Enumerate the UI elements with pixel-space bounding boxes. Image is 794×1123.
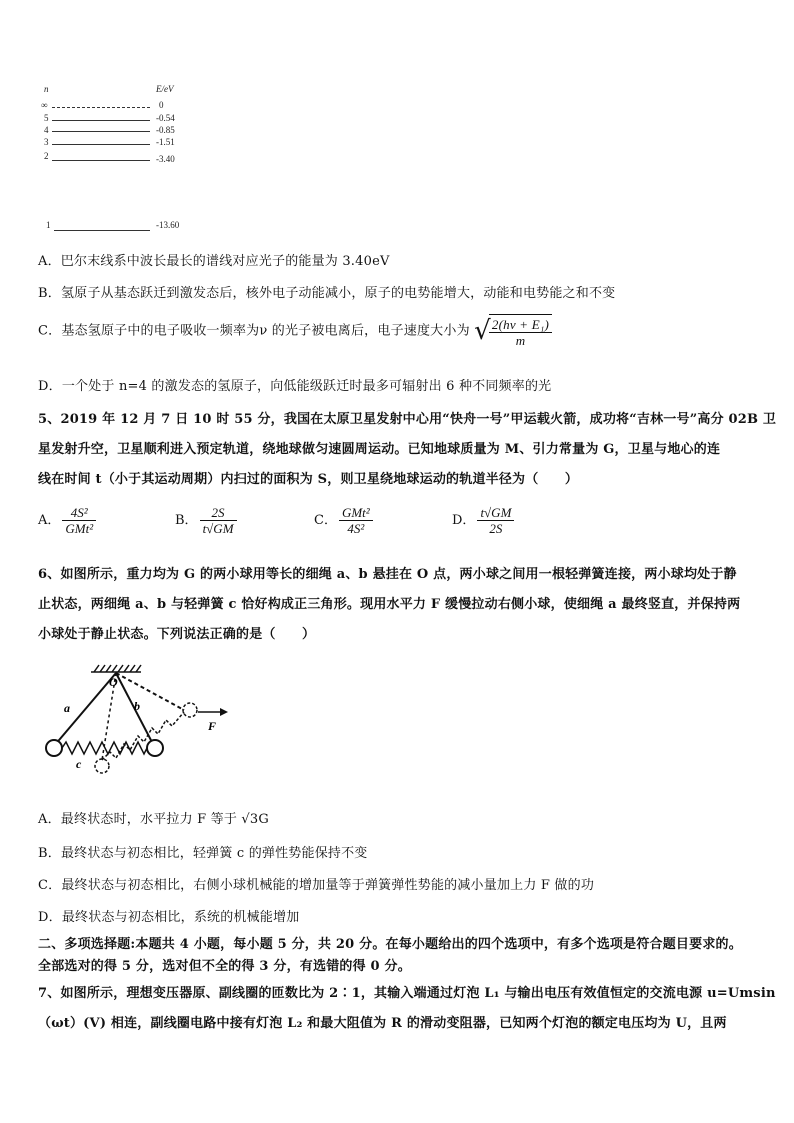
q5-stem-line2: 星发射升空，卫星顺利进入预定轨道，绕地球做匀速圆周运动。已知地球质量为 M、引力常量为 G，卫星与地心的连	[38, 442, 721, 457]
level-line-2	[52, 160, 150, 161]
level-n-1: 1	[46, 220, 51, 230]
q6-option-d: D．最终状态与初态相比，系统的机械能增加	[38, 910, 300, 925]
level-e-5: -0.54	[156, 113, 175, 123]
level-line-3	[52, 144, 150, 145]
q6-option-a: A．最终状态时，水平拉力 F 等于 √3G	[38, 812, 269, 827]
q5-c-num: GMt²	[339, 505, 373, 521]
label-c: c	[76, 757, 82, 771]
q5-b-den: t√GM	[202, 521, 234, 536]
q5-option-c-label: C．	[314, 513, 337, 528]
q4-option-b: B．氢原子从基态跃迁到激发态后，核外电子动能减小，原子的电势能增大，动能和电势能之和不变	[38, 286, 616, 301]
section2-heading-line1: 二、多项选择题:本题共 4 小题，每小题 5 分，共 20 分。在每小题给出的四个选项中，有多个选项是符合题目要求的。	[38, 937, 742, 952]
q5-stem-line1: 5、2019 年 12 月 7 日 10 时 55 分，我国在太原卫星发射中心用“快舟一号”甲运载火箭，成功将“吉林一号”高分 02B 卫	[38, 412, 777, 427]
level-e-inf: 0	[159, 100, 164, 110]
q5-option-a	[38, 505, 98, 536]
q6-option-c: C．最终状态与初态相比，右侧小球机械能的增加量等于弹簧弹性势能的减小量加上力 F 做的功	[38, 878, 595, 893]
ball-final-left	[95, 759, 109, 773]
q4-option-c-text: C．基态氢原子中的电子吸收一频率为ν 的光子被电离后，电子速度大小为	[38, 323, 470, 339]
level-n-2: 2	[44, 151, 49, 161]
section2-heading-line2: 全部选对的得 5 分，选对但不全的得 3 分，有选错的得 0 分。	[38, 959, 411, 974]
label-o: O	[109, 675, 118, 689]
n-axis-label: n	[44, 84, 49, 94]
q6-stem-line2: 止状态，两细绳 a、b 与轻弹簧 c 恰好构成正三角形。现用水平力 F 缓慢拉动右侧小球，使细绳 a 最终竖直，并保持两	[38, 597, 741, 612]
ball-left	[46, 740, 62, 756]
q6-option-b: B．最终状态与初态相比，轻弹簧 c 的弹性势能保持不变	[38, 846, 368, 861]
level-e-3: -1.51	[156, 137, 175, 147]
q4-option-a: A．巴尔末线系中波长最长的谱线对应光子的能量为 3.40eV	[38, 254, 390, 269]
q4-c-denominator: m	[515, 333, 526, 348]
label-f: F	[208, 719, 217, 733]
q4-option-c	[38, 314, 554, 348]
level-e-2: -3.40	[156, 154, 175, 164]
q7-stem-line1: 7、如图所示，理想变压器原、副线圈的匝数比为 2∶1，其输入端通过灯泡 L₁ 与输出电压有效值恒定的交流电源 u=Umsin	[38, 986, 776, 1001]
q5-stem-line3: 线在时间 t（小于其运动周期）内扫过的面积为 S，则卫星绕地球运动的轨道半径为（ ）	[38, 472, 579, 487]
level-n-5: 5	[44, 113, 49, 123]
q5-b-num: 2S	[200, 505, 237, 521]
ball-final-right	[183, 703, 197, 717]
q5-option-c	[314, 505, 375, 536]
q6-figure	[36, 660, 236, 780]
level-n-4: 4	[44, 125, 49, 135]
q5-a-num: 4S²	[62, 505, 96, 521]
level-line-1	[54, 230, 150, 231]
ceiling-support	[91, 665, 141, 672]
q6-stem-line3: 小球处于静止状态。下列说法正确的是（ ）	[38, 627, 316, 642]
q5-d-den: 2S	[489, 521, 503, 536]
q5-d-num: t√GM	[477, 505, 514, 521]
energy-level-diagram	[34, 80, 204, 240]
q6-stem-line1: 6、如图所示，重力均为 G 的两小球用等长的细绳 a、b 悬挂在 O 点，两小球之间用一根轻弹簧连接，两小球均处于静	[38, 567, 737, 582]
energy-axis-label: E/eV	[156, 84, 174, 94]
q5-option-a-label: A．	[38, 513, 61, 528]
q5-option-b-label: B．	[175, 513, 198, 528]
q4-option-d: D．一个处于 n=4 的激发态的氢原子，向低能级跃迁时最多可辐射出 6 种不同频率的光	[38, 379, 552, 394]
q7-stem-line2: （ωt）(V) 相连，副线圈电路中接有灯泡 L₂ 和最大阻值为 R 的滑动变阻器，已知两个灯泡的额定电压均为 U，且两	[38, 1016, 727, 1031]
label-a: a	[64, 701, 70, 715]
q4-c-numerator: 2(hν + E₁)	[489, 317, 552, 333]
level-line-inf	[52, 107, 150, 108]
force-arrow-head	[220, 708, 228, 716]
q5-option-d	[452, 505, 516, 536]
level-e-1: -13.60	[156, 220, 180, 230]
ball-right	[147, 740, 163, 756]
q5-c-den: 4S²	[347, 521, 365, 536]
sqrt-expression: √ $\frac{\text{2(hν + E₁)}}{m}$	[474, 314, 554, 348]
level-e-4: -0.85	[156, 125, 175, 135]
level-n-inf: ∞	[41, 100, 48, 110]
level-n-3: 3	[44, 137, 49, 147]
q5-option-b	[175, 505, 239, 536]
q5-option-d-label: D．	[452, 513, 476, 528]
level-line-5	[52, 120, 150, 121]
q5-a-den: GMt²	[65, 521, 94, 536]
label-b: b	[134, 699, 140, 713]
level-line-4	[52, 131, 150, 132]
